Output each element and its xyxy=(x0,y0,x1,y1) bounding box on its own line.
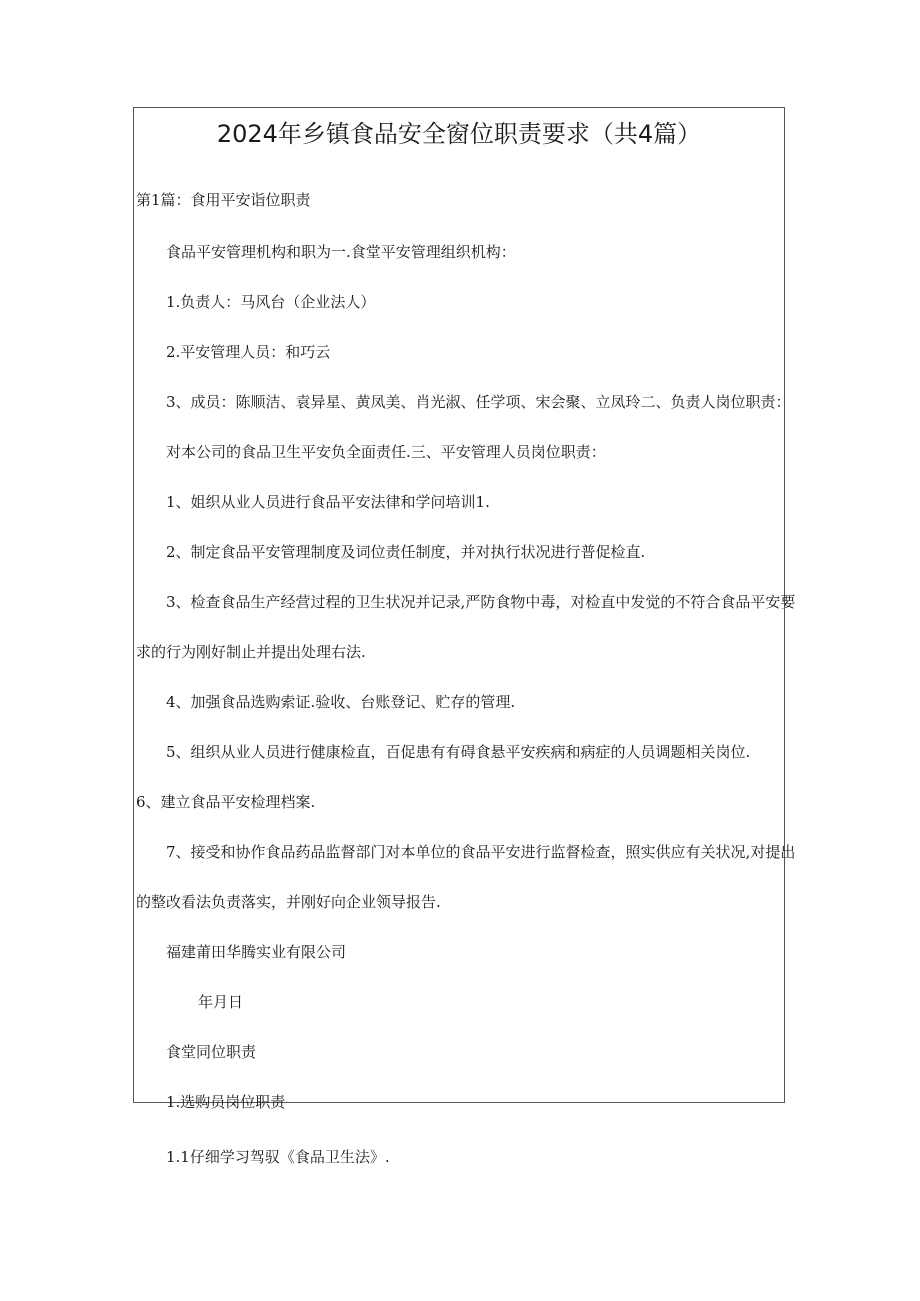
section-heading-1: 第1篇：食用平安诣位职责 xyxy=(136,191,311,209)
company-name: 福建莆田华腾实业有限公司 xyxy=(166,943,347,961)
paragraph-responsibility: 对本公司的食品卫生平安负全面责任.三、平安管理人员岗位职责： xyxy=(166,443,606,461)
list-item-7-continued: 的整改看法负责落实，并刚好向企业领导报告. xyxy=(136,893,441,911)
list-item-3: 3、检查食品生产经营过程的卫生状况并记录,严防食物中毒，对检直中发觉的不符合食品平安要 xyxy=(166,593,796,611)
list-item-3-continued: 求的行为刚好制止并提出处理右法. xyxy=(136,643,366,661)
list-item-2: 2、制定食品平安管理制度及词位责任制度，并对执行状况进行普促检直. xyxy=(166,543,646,561)
paragraph-person-in-charge: 1.负责人：马风台（企业法人） xyxy=(166,293,376,311)
paragraph-safety-manager: 2.平安管理人员：和巧云 xyxy=(166,343,331,361)
list-item-1: 1、姐织从业人员进行食品平安法律和学问培训1. xyxy=(166,493,490,511)
list-item-6: 6、建立食品平安检理档案. xyxy=(136,793,316,811)
paragraph-members: 3、成员：陈顺洁、袁异星、黄凤美、肖光淑、任学项、宋会聚、立凤玲二、负责人岗位职责： xyxy=(166,393,791,411)
paragraph-purchaser-duty: 1.1仔细学习驾驭《食品卫生法》. xyxy=(166,1148,390,1166)
document-title: 2024年乡镇食品安全窗位职责要求（共4篇） xyxy=(216,120,702,148)
list-item-4: 4、加强食品选购索证.验收、台账登记、贮存的管理. xyxy=(166,693,516,711)
list-item-5: 5、组织从业人员进行健康检直，百促患有有碍食悬平安疾病和病症的人员调题相关岗位. xyxy=(166,743,751,761)
paragraph-org-structure: 食品平安管理机构和职为一.食堂平安管理组织机构： xyxy=(166,243,516,261)
list-item-7: 7、接受和协作食品药品监督部门对本单位的食品平安进行监督检查，照实供应有关状况,对提出 xyxy=(166,843,796,861)
subheading-purchaser: 1.选购员岗位职责 xyxy=(166,1093,286,1111)
date-line: 年月日 xyxy=(198,993,244,1011)
section-heading-canteen: 食堂同位职责 xyxy=(166,1043,257,1061)
